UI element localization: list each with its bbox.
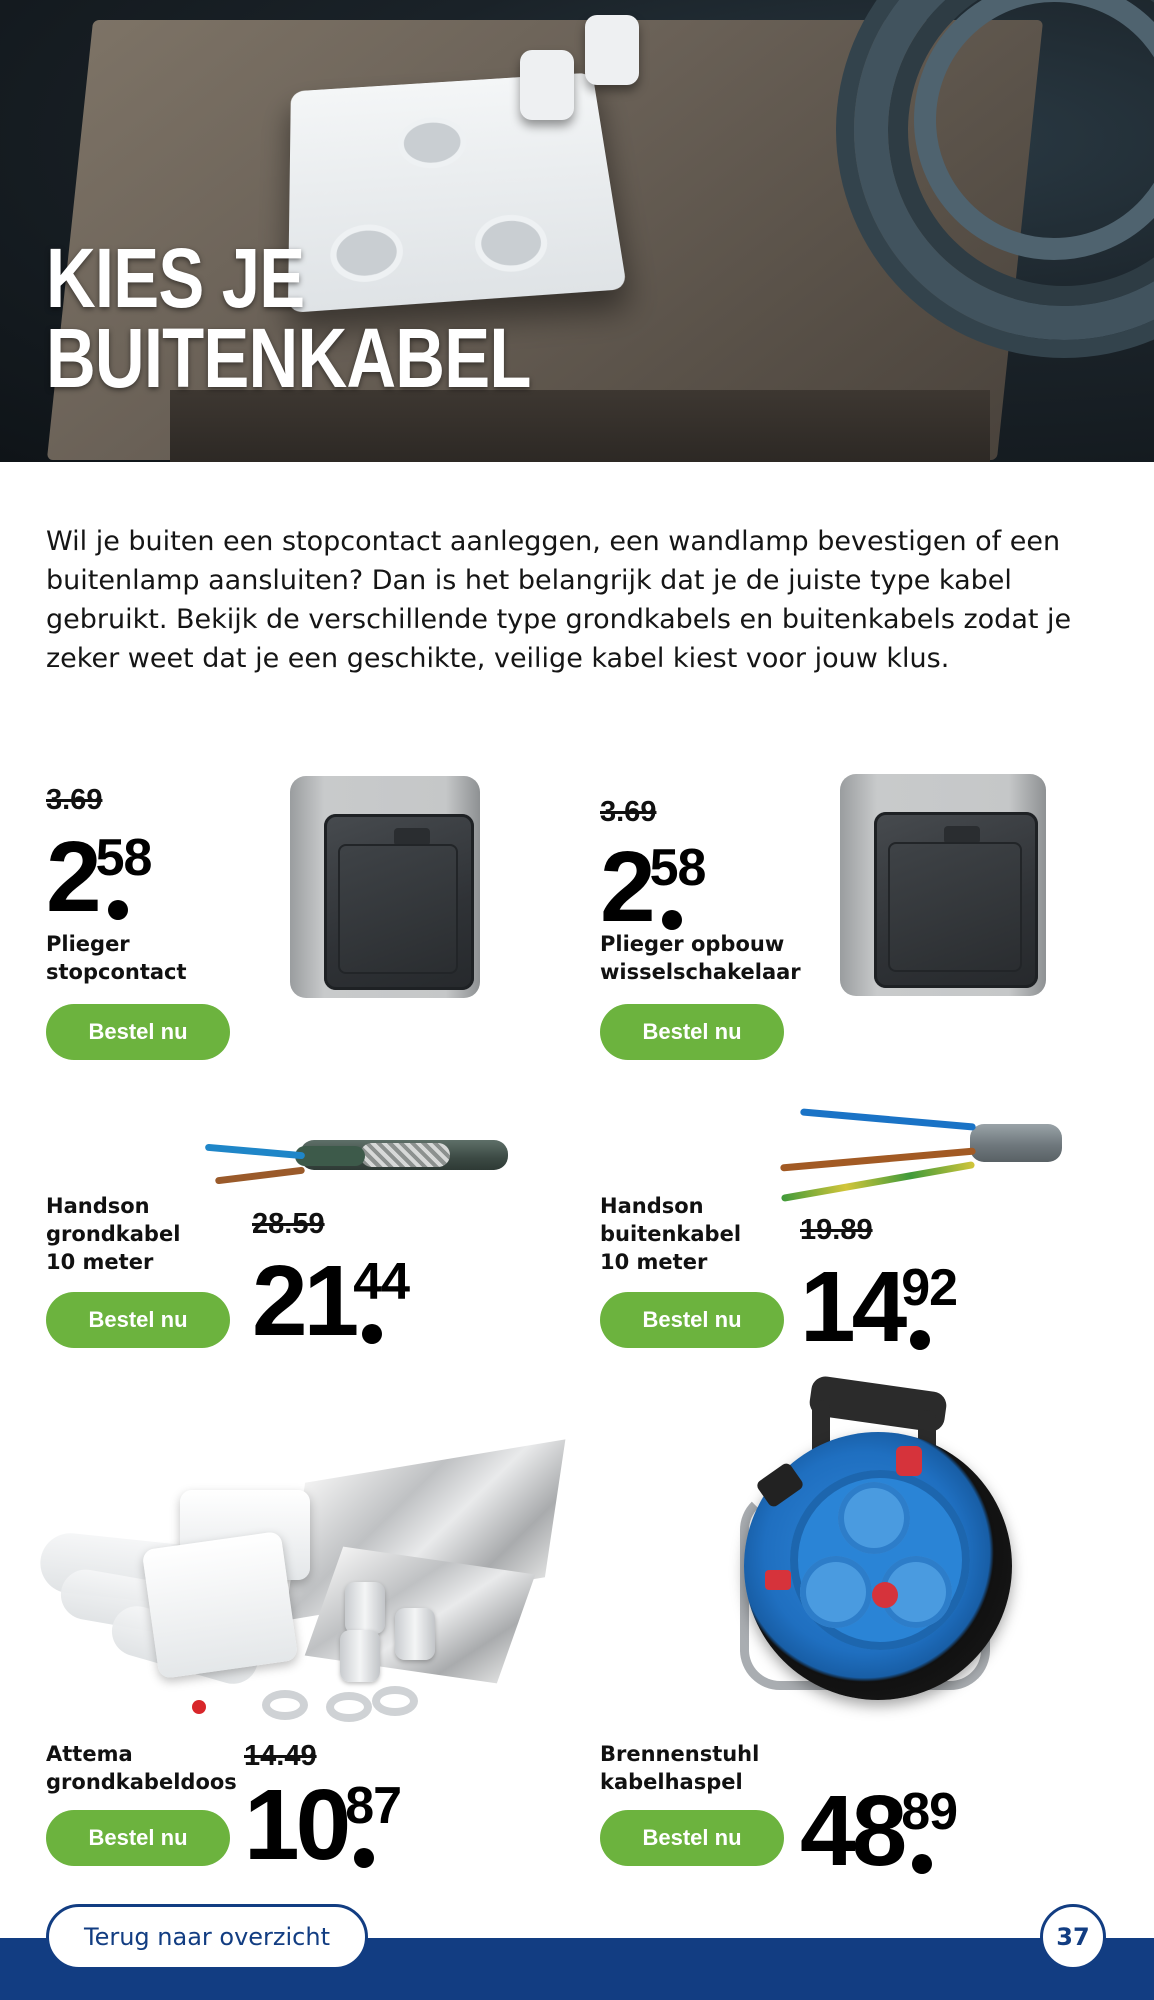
price: 1087 (244, 1769, 402, 1881)
order-button[interactable]: Bestel nu (600, 1292, 784, 1348)
product-name: Handson buitenkabel 10 meter (600, 1194, 742, 1274)
back-to-overview-button[interactable]: Terug naar overzicht (46, 1904, 368, 1970)
old-price: 19.89 (800, 1214, 873, 1246)
page-title: KIES JE BUITENKABEL (46, 231, 531, 405)
price: 258 (600, 831, 706, 943)
price: 4889 (800, 1775, 958, 1887)
product-name: Plieger stopcontact (46, 932, 187, 984)
price: 1492 (800, 1251, 958, 1363)
old-price: 3.69 (46, 784, 103, 816)
product-name: Handson grondkabel 10 meter (46, 1194, 181, 1274)
order-button[interactable]: Bestel nu (46, 1810, 230, 1866)
order-button[interactable]: Bestel nu (46, 1292, 230, 1348)
product-name: Brennenstuhl kabelhaspel (600, 1742, 760, 1794)
cable-gland (520, 50, 574, 120)
price: 2144 (252, 1245, 410, 1357)
box-hole (397, 115, 469, 170)
socket-image (290, 776, 480, 998)
old-price: 28.59 (252, 1208, 325, 1240)
switch-image (840, 774, 1046, 996)
product-name: Attema grondkabeldoos (46, 1742, 237, 1794)
old-price: 3.69 (600, 796, 657, 828)
order-button[interactable]: Bestel nu (600, 1810, 784, 1866)
hero-banner (0, 0, 1154, 462)
order-button[interactable]: Bestel nu (600, 1004, 784, 1060)
price: 258 (46, 821, 152, 933)
intro-text: Wil je buiten een stopcontact aanleggen, een wandlamp bevestigen of een buitenlamp aansluiten? Dan is het belangrijk dat je de juiste type kabel gebruikt. Bekijk de verschillende type grondkabels en buitenkabels zodat je zeker weet dat je een geschikte, veilige kabel kiest voor jouw klus. (46, 526, 1072, 674)
old-price: 14.49 (244, 1740, 317, 1772)
cable-gland (585, 15, 639, 85)
order-button[interactable]: Bestel nu (46, 1004, 230, 1060)
page-number: 37 (1040, 1904, 1106, 1970)
product-name: Plieger opbouw wisselschakelaar (600, 932, 801, 984)
